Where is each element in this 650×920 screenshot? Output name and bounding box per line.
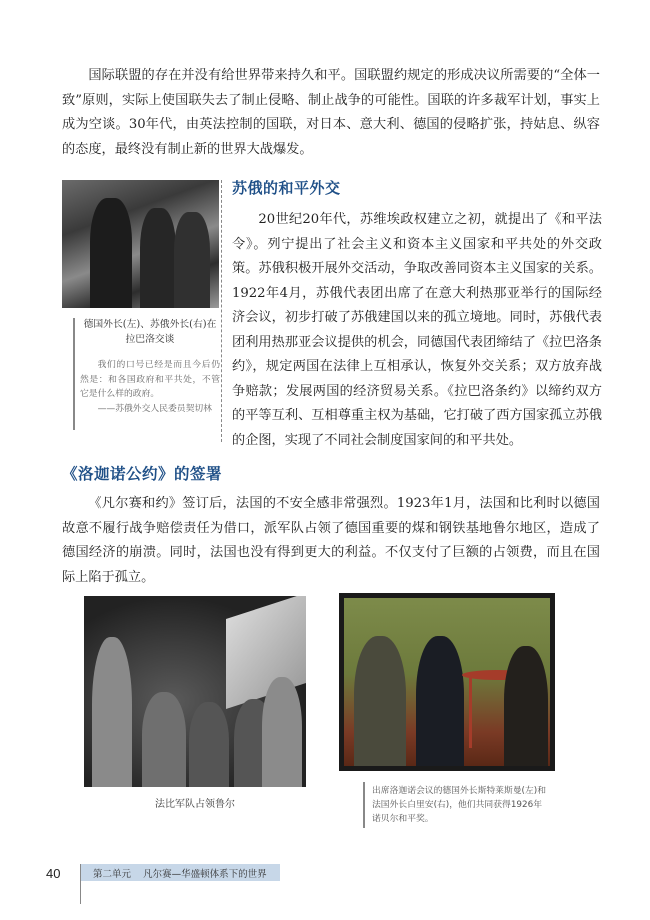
photo-figure — [504, 646, 548, 766]
caption-bar — [73, 318, 75, 430]
locarno-ministers-painting — [339, 593, 555, 771]
chicherin-quote — [80, 358, 220, 416]
rapallo-photo-caption: 德国外长(左)、苏俄外长(右)在拉巴洛交谈 — [83, 319, 217, 345]
footer-unit-title: 第二单元 凡尔赛—华盛顿体系下的世界 — [93, 869, 267, 880]
photo-figure — [92, 637, 132, 787]
section-heading-soviet-peace-diplomacy: 苏俄的和平外交 — [232, 179, 341, 197]
column-divider — [221, 180, 222, 442]
photo-figure — [262, 677, 302, 787]
section-heading-locarno: 《洛迦诺公约》的签署 — [62, 465, 223, 483]
intro-text: 国际联盟的存在并没有给世界带来持久和平。国联盟约规定的形成决议所需要的“全体一致”原则，实际上使国联失去了制止侵略、制止战争的可能性。国联的许多裁军计划，事实上成为空谈。30年代，由英法控制的国联，对日本、意大利、德国的侵略扩张，持姑息、纵容的态度，最终没有制止新的世界大战爆发。 — [62, 68, 600, 157]
photo-table-leg — [469, 678, 472, 748]
quote-source: ——苏俄外交人民委员契切林 — [97, 403, 212, 414]
locarno-text: 《凡尔赛和约》签订后，法国的不安全感非常强烈。1923年1月，法国和比利时以德国故意不履行战争赔偿责任为借口，派军队占领了德国重要的煤和钢铁基地鲁尔地区，造成了德国经济的崩溃。同时，法国也没有得到更大的利益。不仅支付了巨额的占领费，而且在国际上陷于孤立。 — [62, 496, 600, 585]
locarno-photo-caption: 出席洛迦诺会议的德国外长斯特莱斯曼(左)和法国外长白里安(右)，他们共同获得1926年诺贝尔和平奖。 — [372, 786, 547, 824]
photo-figure — [90, 198, 132, 308]
locarno-paragraph — [62, 492, 600, 590]
ruhr-occupation-photo — [84, 596, 306, 787]
caption-bar — [363, 782, 365, 828]
photo-figure — [140, 208, 176, 308]
photo-figure — [189, 702, 229, 787]
ruhr-photo-caption: 法比军队占领鲁尔 — [155, 799, 235, 810]
photo-figure — [354, 636, 406, 766]
intro-paragraph — [62, 64, 600, 162]
soviet-diplomacy-paragraph — [232, 208, 602, 453]
photo-figure — [142, 692, 186, 787]
photo-figure — [174, 212, 210, 308]
page-number: 40 — [46, 866, 61, 881]
photo-figure — [416, 636, 464, 766]
quote-text: 我们的口号已经是而且今后仍然是：和各国政府和平共处，不管它是什么样的政府。 — [80, 360, 220, 399]
soviet-diplomacy-text: 20世纪20年代，苏维埃政权建立之初，就提出了《和平法令》。列宁提出了社会主义和资本主义国家和平共处的外交政策。苏俄积极开展外交活动，争取改善同资本主义国家的关系。1922年4月，苏俄代表团出席了在意大利热那亚举行的国际经济会议，初步打破了苏俄建国以来的孤立境地。同时，苏俄代表团利用热那亚会议提供的机会，同德国代表团缔结了《拉巴洛条约》，规定两国在法律上互相承认，恢复外交关系；双方放弃战争赔款；发展两国的经济贸易关系。《拉巴洛条约》以缔约双方的平等互利、互相尊重主权为基础，它打破了西方国家孤立苏俄的企图，实现了不同社会制度国家间的和平共处。 — [232, 212, 602, 448]
rapallo-talk-photo — [62, 180, 219, 308]
